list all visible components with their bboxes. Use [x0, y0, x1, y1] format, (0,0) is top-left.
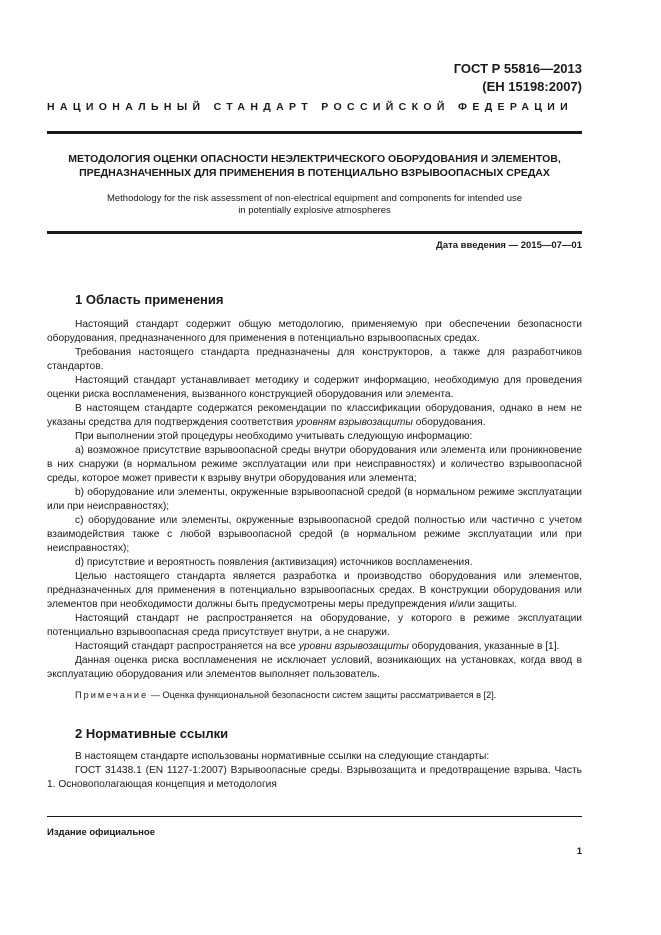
list-item-b: b) оборудование или элементы, окруженные взрывоопасной средой (в нормальном режиме эксплуатации или при неисправностях);	[47, 487, 582, 512]
paragraph: При выполнении этой процедуры необходимо учитывать следующую информацию:	[75, 431, 473, 442]
text-run: оборудования.	[412, 417, 486, 428]
title-line-1: МЕТОДОЛОГИЯ ОЦЕНКИ ОПАСНОСТИ НЕЭЛЕКТРИЧЕСКОГО ОБОРУДОВАНИЯ И ЭЛЕМЕНТОВ,	[68, 153, 561, 165]
note-text: — Оценка функциональной безопасности систем защиты рассматривается в [2].	[148, 690, 497, 700]
paragraph: Данная оценка риска воспламенения не исключает условий, возникающих на установках, когда ввод в эксплуатацию оборудования или элементов выполняет пользователь.	[47, 655, 582, 680]
paragraph	[47, 640, 582, 654]
en-code: (ЕН 15198:2007)	[482, 79, 582, 94]
note-label: Примечание	[75, 690, 149, 700]
page-number: 1	[576, 846, 582, 857]
english-title	[47, 193, 582, 217]
paragraph: Требования настоящего стандарта предназначены для конструкторов, а также для разработчиков стандартов.	[47, 347, 582, 372]
paragraph: Настоящий стандарт содержит общую методологию, применяемую при обеспечении безопасности оборудования, предназначенного для применения в потенциально взрывоопасных средах.	[47, 319, 582, 344]
paragraph: В настоящем стандарте использованы нормативные ссылки на следующие стандарты:	[75, 751, 490, 762]
text-run: В настоящем стандарте содержатся рекомендации по классификации оборудования, однако в нем не указаны средства для подтверждения соответствия	[47, 403, 582, 428]
standard-code-block	[454, 60, 582, 96]
list-item-d: d) присутствие и вероятность появления (активизация) источников воспламенения.	[75, 557, 473, 568]
section-1-body	[47, 318, 582, 702]
section-2-body	[47, 750, 582, 792]
section-1-heading: 1 Область применения	[75, 292, 224, 307]
document-title	[47, 152, 582, 180]
english-title-line-2: in potentially explosive atmospheres	[238, 205, 391, 216]
list-item-c: с) оборудование или элементы, окруженные взрывоопасной средой полностью или частично с учетом взаимодействия также с любой взрывоопасной средой (в нормальном режиме эксплуатации или при неисправностях);	[47, 515, 582, 554]
header-divider	[47, 131, 582, 134]
official-edition-label: Издание официальное	[47, 827, 155, 838]
reference-item: ГОСТ 31438.1 (EN 1127-1:2007) Взрывоопасные среды. Взрывозащита и предотвращение взрыва. Часть 1. Основополагающая концепция и методология	[47, 765, 582, 790]
paragraph	[47, 402, 582, 430]
text-run: оборудования, указанные в [1].	[408, 641, 560, 652]
title-divider	[47, 231, 582, 234]
title-line-2: ПРЕДНАЗНАЧЕННЫХ ДЛЯ ПРИМЕНЕНИЯ В ПОТЕНЦИАЛЬНО ВЗРЫВООПАСНЫХ СРЕДАХ	[79, 167, 550, 179]
footer-divider	[47, 816, 582, 817]
text-run: Настоящий стандарт распространяется на все	[75, 641, 299, 652]
english-title-line-1: Methodology for the risk assessment of non-electrical equipment and components for intended use	[106, 193, 523, 204]
paragraph: Настоящий стандарт не распространяется на оборудование, у которого в режиме эксплуатации потенциально взрывоопасная среда присутствует внутри, а не снаружи.	[47, 613, 582, 638]
section-2-heading: 2 Нормативные ссылки	[75, 726, 229, 741]
standard-code: ГОСТ Р 55816—2013	[453, 61, 582, 76]
italic-term: уровням взрывозащиты	[296, 417, 413, 428]
paragraph: Целью настоящего стандарта является разработка и производство оборудования или элементов, предназначенных для применения в потенциально взрывоопасных средах. В конструкции оборудования или элементов при необходимости должны быть предусмотрены меры предупреждения и/или защиты.	[47, 571, 582, 610]
national-standard-label: НАЦИОНАЛЬНЫЙ СТАНДАРТ РОССИЙСКОЙ ФЕДЕРАЦИИ	[47, 101, 574, 113]
list-item-a: а) возможное присутствие взрывоопасной среды внутри оборудования или элемента или проникновение в них снаружи (в нормальном режиме эксплуатации или при неисправностях) и количество взрывоопасной среды, которое может привести к взрыву внутри оборудования или элемента;	[47, 445, 582, 484]
note	[47, 688, 582, 702]
effective-date: Дата введения — 2015—07—01	[436, 240, 582, 251]
italic-term: уровни взрывозащиты	[298, 641, 409, 652]
paragraph: Настоящий стандарт устанавливает методику и содержит информацию, необходимую для проведения оценки риска воспламенения, вызванного конструкцией оборудования или элемента.	[47, 375, 582, 400]
